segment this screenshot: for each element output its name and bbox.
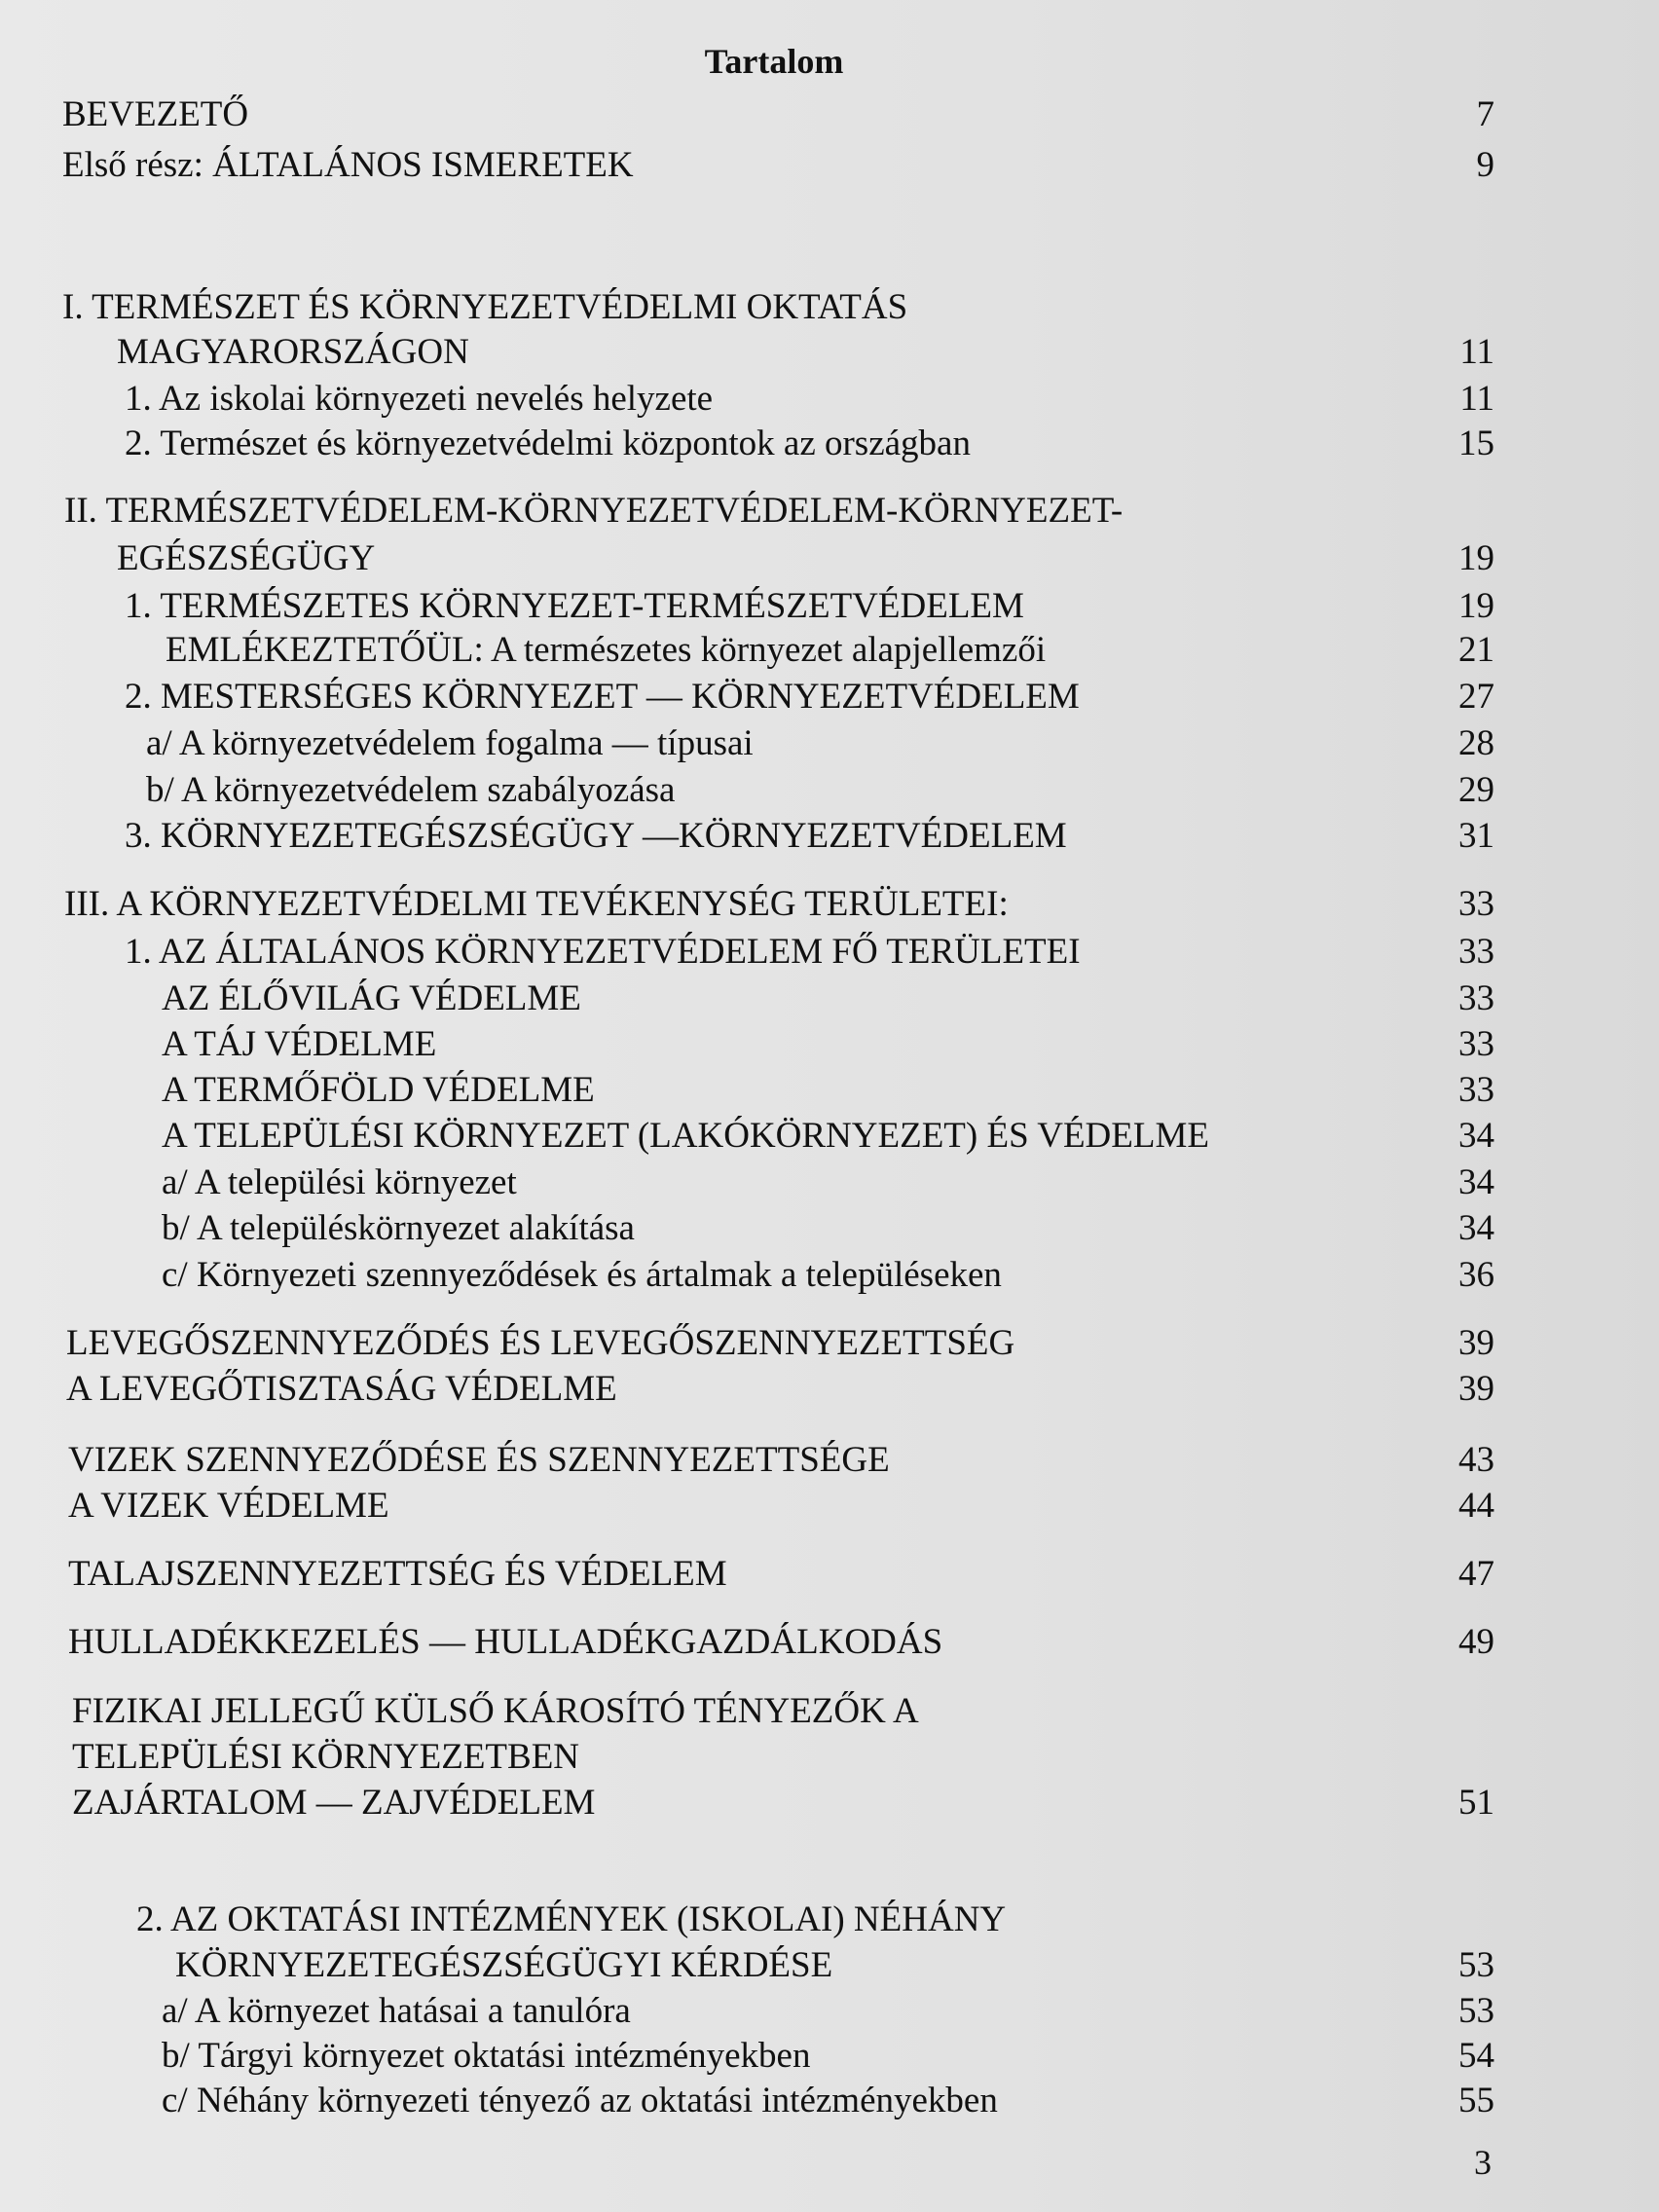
toc-entry-page: 28 xyxy=(1458,723,1494,763)
toc-entry-page: 33 xyxy=(1458,932,1494,972)
toc-entry-page: 15 xyxy=(1458,424,1494,463)
toc-entry-label: 1. TERMÉSZETES KÖRNYEZET-TERMÉSZETVÉDELEM xyxy=(125,586,1024,626)
toc-entry-label: A TELEPÜLÉSI KÖRNYEZET (LAKÓKÖRNYEZET) ÉS VÉDELME xyxy=(162,1116,1209,1156)
toc-entry xyxy=(68,1438,1494,1483)
toc-entry xyxy=(66,1367,1494,1412)
toc-entry-label: I. TERMÉSZET ÉS KÖRNYEZETVÉDELMI OKTATÁS xyxy=(62,287,908,327)
toc-entry-label: b/ A környezetvédelem szabályozása xyxy=(146,770,676,810)
toc-entry-page: 33 xyxy=(1458,884,1494,924)
toc-entry-page: 33 xyxy=(1458,978,1494,1018)
toc-entry xyxy=(162,977,1494,1021)
toc-entry xyxy=(125,930,1494,975)
toc-entry xyxy=(72,1689,1494,1734)
toc-entry xyxy=(162,2034,1494,2079)
toc-entry-page: 11 xyxy=(1459,332,1494,372)
toc-entry xyxy=(64,489,1494,534)
toc-entry xyxy=(162,1022,1494,1067)
toc-entry xyxy=(68,1484,1494,1529)
toc-entry-label: LEVEGŐSZENNYEZŐDÉS ÉS LEVEGŐSZENNYEZETTSÉG xyxy=(66,1323,1015,1363)
toc-entry-label: TELEPÜLÉSI KÖRNYEZETBEN xyxy=(72,1737,580,1777)
page-number: 3 xyxy=(1474,2143,1492,2182)
toc-entry-page: 19 xyxy=(1458,586,1494,626)
toc-entry xyxy=(162,1068,1494,1113)
toc-entry-page: 34 xyxy=(1458,1162,1494,1202)
toc-entry xyxy=(62,143,1494,188)
toc-entry xyxy=(62,92,1494,137)
toc-entry-label: III. A KÖRNYEZETVÉDELMI TEVÉKENYSÉG TERÜLETEI: xyxy=(64,884,1009,924)
toc-entry xyxy=(162,1114,1494,1159)
toc-entry-page: 53 xyxy=(1458,1991,1494,2031)
toc-entry xyxy=(62,285,1494,330)
toc-entry-label: TALAJSZENNYEZETTSÉG ÉS VÉDELEM xyxy=(68,1554,727,1594)
toc-entry-page: 54 xyxy=(1458,2036,1494,2076)
toc-entry-label: c/ Környezeti szennyeződések és ártalmak a településeken xyxy=(162,1255,1002,1295)
toc-entry-label: MAGYARORSZÁGON xyxy=(117,332,469,372)
toc-entry-page: 33 xyxy=(1458,1024,1494,1064)
toc-entry-label: HULLADÉKKEZELÉS — HULLADÉKGAZDÁLKODÁS xyxy=(68,1622,943,1662)
toc-entry xyxy=(117,330,1494,375)
toc-entry-page: 9 xyxy=(1476,145,1494,185)
toc-entry xyxy=(72,1781,1494,1825)
toc-entry-label: AZ ÉLŐVILÁG VÉDELME xyxy=(162,978,581,1018)
toc-entry xyxy=(125,377,1494,422)
toc-entry-label: EMLÉKEZTETŐÜL: A természetes környezet alapjellemzői xyxy=(166,630,1047,670)
toc-entry xyxy=(125,675,1494,719)
toc-entry-page: 19 xyxy=(1458,538,1494,578)
toc-entry-page: 29 xyxy=(1458,770,1494,810)
toc-entry-label: A VIZEK VÉDELME xyxy=(68,1486,389,1526)
toc-entry xyxy=(146,768,1494,813)
toc-entry-page: 53 xyxy=(1458,1945,1494,1985)
toc-entry-label: b/ A településkörnyezet alakítása xyxy=(162,1208,635,1248)
toc-entry xyxy=(125,422,1494,466)
toc-entry-label: 3. KÖRNYEZETEGÉSZSÉGÜGY —KÖRNYEZETVÉDELEM xyxy=(125,816,1067,856)
toc-entry-page: 34 xyxy=(1458,1208,1494,1248)
toc-entry-label: A TÁJ VÉDELME xyxy=(162,1024,437,1064)
toc-entry-label: A TERMŐFÖLD VÉDELME xyxy=(162,1070,595,1110)
toc-entry-label: A LEVEGŐTISZTASÁG VÉDELME xyxy=(66,1369,617,1409)
toc-entry-page: 7 xyxy=(1476,94,1494,134)
toc-entry-page: 39 xyxy=(1458,1369,1494,1409)
toc-entry-label: EGÉSZSÉGÜGY xyxy=(117,538,376,578)
toc-entry-page: 31 xyxy=(1458,816,1494,856)
toc-entry xyxy=(175,1943,1494,1988)
toc-entry xyxy=(68,1552,1494,1597)
toc-entry-label: 2. Természet és környezetvédelmi központok az országban xyxy=(125,424,971,463)
toc-entry-page: 43 xyxy=(1458,1440,1494,1480)
toc-entry-label: VIZEK SZENNYEZŐDÉSE ÉS SZENNYEZETTSÉGE xyxy=(68,1440,890,1480)
toc-entry-label: a/ A települési környezet xyxy=(162,1162,517,1202)
toc-entry-label: 2. AZ OKTATÁSI INTÉZMÉNYEK (ISKOLAI) NÉHÁNY xyxy=(136,1899,1007,1939)
toc-entry-label: FIZIKAI JELLEGŰ KÜLSŐ KÁROSÍTÓ TÉNYEZŐK A xyxy=(72,1691,919,1731)
toc-entry-label: a/ A környezet hatásai a tanulóra xyxy=(162,1991,631,2031)
toc-entry-label: c/ Néhány környezeti tényező az oktatási intézményekben xyxy=(162,2081,998,2120)
toc-entry xyxy=(162,2079,1494,2123)
toc-entry-page: 21 xyxy=(1458,630,1494,670)
toc-entry-label: b/ Tárgyi környezet oktatási intézményekben xyxy=(162,2036,811,2076)
toc-entry-page: 49 xyxy=(1458,1622,1494,1662)
toc-entry xyxy=(162,1253,1494,1298)
toc-entry-page: 47 xyxy=(1458,1554,1494,1594)
toc-entry-page: 11 xyxy=(1459,379,1494,419)
toc-entry-page: 34 xyxy=(1458,1116,1494,1156)
toc-entry-page: 55 xyxy=(1458,2081,1494,2120)
toc-entry xyxy=(162,1161,1494,1205)
toc-entry-label: BEVEZETŐ xyxy=(62,94,249,134)
toc-entry-label: II. TERMÉSZETVÉDELEM-KÖRNYEZETVÉDELEM-KÖRNYEZET- xyxy=(64,491,1124,531)
toc-entry xyxy=(146,721,1494,766)
toc-entry-label: ZAJÁRTALOM — ZAJVÉDELEM xyxy=(72,1783,596,1823)
toc-entry-label: 1. Az iskolai környezeti nevelés helyzete xyxy=(125,379,714,419)
page-title: Tartalom xyxy=(704,42,844,81)
toc-entry xyxy=(72,1735,1494,1780)
toc-entry xyxy=(125,584,1494,629)
toc-entry xyxy=(125,814,1494,859)
toc-entry-label: KÖRNYEZETEGÉSZSÉGÜGYI KÉRDÉSE xyxy=(175,1945,833,1985)
toc-entry-label: a/ A környezetvédelem fogalma — típusai xyxy=(146,723,754,763)
toc-entry xyxy=(162,1989,1494,2034)
toc-entry-label: 2. MESTERSÉGES KÖRNYEZET — KÖRNYEZETVÉDELEM xyxy=(125,677,1080,717)
toc-entry-page: 36 xyxy=(1458,1255,1494,1295)
toc-entry xyxy=(166,628,1494,673)
toc-entry-label: 1. AZ ÁLTALÁNOS KÖRNYEZETVÉDELEM FŐ TERÜLETEI xyxy=(125,932,1081,972)
toc-entry xyxy=(68,1620,1494,1665)
toc-entry xyxy=(64,882,1494,927)
toc-entry xyxy=(136,1898,1494,1942)
toc-entry-page: 51 xyxy=(1458,1783,1494,1823)
toc-entry-label: Első rész: ÁLTALÁNOS ISMERETEK xyxy=(62,145,634,185)
toc-entry-page: 33 xyxy=(1458,1070,1494,1110)
toc-entry-page: 27 xyxy=(1458,677,1494,717)
toc-entry xyxy=(162,1206,1494,1251)
toc-entry xyxy=(117,536,1494,581)
toc-entry-page: 39 xyxy=(1458,1323,1494,1363)
toc-entry-page: 44 xyxy=(1458,1486,1494,1526)
toc-entry xyxy=(66,1321,1494,1366)
